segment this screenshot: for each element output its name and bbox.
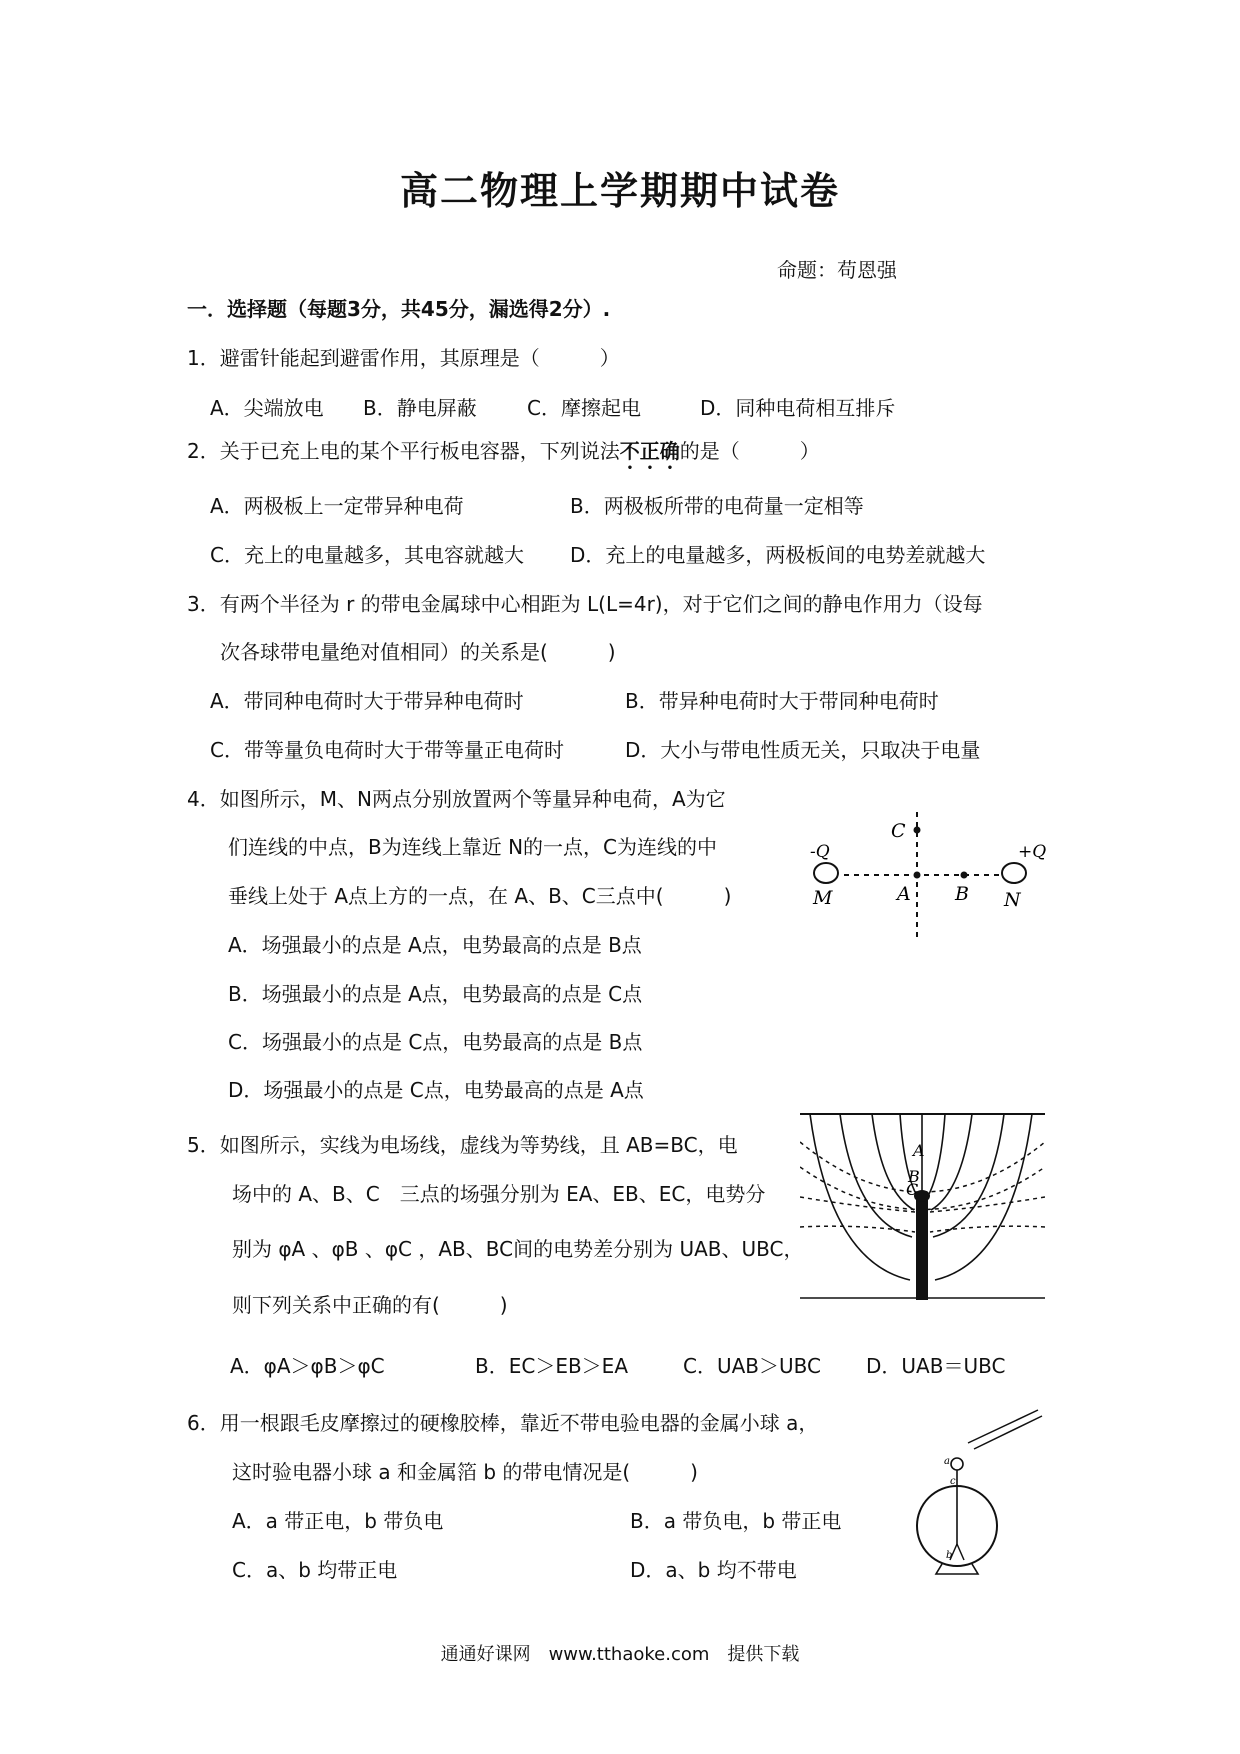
- q6-foil-right: [957, 1544, 964, 1560]
- q4-charge-m: [814, 863, 838, 883]
- q4-label-m: M: [813, 887, 833, 909]
- q5-label-c: C: [906, 1180, 919, 1199]
- q4-option-a: A．场强最小的点是 A点，电势最高的点是 B点: [228, 933, 642, 957]
- q6-label-c: c: [950, 1476, 956, 1487]
- q5-option-b: B．EC＞EB＞EA: [475, 1354, 628, 1378]
- q4-label-c: C: [891, 820, 906, 842]
- section-heading: 一．选择题（每题3分，共45分，漏选得2分）.: [187, 297, 611, 321]
- q1-option-c: C．摩擦起电: [527, 396, 641, 420]
- q4-stem-line3: 垂线上处于 A点上方的一点，在 A、B、C三点中( ): [228, 884, 732, 908]
- q1-option-b: B．静电屏蔽: [363, 396, 477, 420]
- q4-option-d: D．场强最小的点是 C点，电势最高的点是 A点: [228, 1078, 644, 1102]
- q2-stem-after: 的是（ ）: [679, 439, 820, 463]
- q1-option-a: A．尖端放电: [210, 396, 324, 420]
- q6-option-d: D．a、b 均不带电: [630, 1558, 797, 1582]
- q4-label-pos-charge: +Q: [1018, 842, 1047, 862]
- q5-stem-line1: 5．如图所示，实线为电场线，虚线为等势线，且 AB=BC，电: [187, 1133, 738, 1157]
- q6-stem-line1: 6．用一根跟毛皮摩擦过的硬橡胶棒，靠近不带电验电器的金属小球 a，: [187, 1411, 819, 1435]
- q6-stem-line2: 这时验电器小球 a 和金属箔 b 的带电情况是( ): [232, 1460, 698, 1484]
- q3-option-b: B．带异种电荷时大于带同种电荷时: [625, 689, 939, 713]
- q5-stem-line2: 场中的 A、B、C 三点的场强分别为 EA、EB、EC，电势分: [232, 1182, 766, 1206]
- q6-rubber-rod: [968, 1410, 1038, 1443]
- page-footer: 通通好课网 www.tthaoke.com 提供下载: [440, 1644, 800, 1665]
- q5-label-b: B: [908, 1167, 920, 1186]
- q4-point-b: [961, 872, 968, 879]
- q4-label-n: N: [1004, 889, 1021, 911]
- q2-option-b: B．两极板所带的电荷量一定相等: [570, 494, 864, 518]
- q4-stem-line2: 们连线的中点，B为连线上靠近 N的一点，C为连线的中: [228, 835, 718, 859]
- q6-label-a: a: [944, 1456, 950, 1467]
- q5-option-a: A．φA＞φB＞φC: [230, 1354, 385, 1378]
- q4-label-a: A: [897, 883, 911, 905]
- q4-label-neg-charge: -Q: [810, 842, 830, 862]
- q1-stem: 1．避雷针能起到避雷作用，其原理是（ ）: [187, 346, 620, 370]
- q3-option-d: D．大小与带电性质无关，只取决于电量: [625, 738, 981, 762]
- q5-label-a: A: [913, 1141, 925, 1160]
- q6-option-c: C．a、b 均带正电: [232, 1558, 398, 1582]
- q4-option-b: B．场强最小的点是 A点，电势最高的点是 C点: [228, 982, 643, 1006]
- q6-electroscope-figure: [910, 1408, 1050, 1578]
- q4-charge-figure: [800, 800, 1060, 940]
- q2-stem-emphasis: 不正确: [619, 439, 680, 463]
- page-title: 高二物理上学期期中试卷: [399, 168, 840, 213]
- q4-label-b: B: [955, 883, 969, 905]
- q6-option-a: A．a 带正电，b 带负电: [232, 1509, 444, 1533]
- q2-stem-before: 2．关于已充上电的某个平行板电容器，下列说法: [187, 439, 620, 463]
- q5-conductor-rod: [916, 1196, 928, 1300]
- q4-point-c: [914, 827, 921, 834]
- q6-label-b: b: [946, 1550, 953, 1561]
- q3-option-c: C．带等量负电荷时大于带等量正电荷时: [210, 738, 564, 762]
- q5-field-figure: [800, 1112, 1045, 1302]
- q2-option-d: D．充上的电量越多，两极板间的电势差就越大: [570, 543, 986, 567]
- author-line: 命题：苟恩强: [777, 258, 897, 282]
- q3-stem-line1: 3．有两个半径为 r 的带电金属球中心相距为 L(L=4r)，对于它们之间的静电作用力（设每: [187, 592, 983, 616]
- q4-point-a: [914, 872, 921, 879]
- q6-metal-ball: [951, 1458, 963, 1470]
- q2-option-a: A．两极板上一定带异种电荷: [210, 494, 464, 518]
- q5-stem-line3: 别为 φA 、φB 、φC ，AB、BC间的电势差分别为 UAB、UBC，: [232, 1237, 804, 1261]
- q3-option-a: A．带同种电荷时大于带异种电荷时: [210, 689, 524, 713]
- q1-option-d: D．同种电荷相互排斥: [700, 396, 896, 420]
- q4-stem-line1: 4．如图所示，M、N两点分别放置两个等量异种电荷，A为它: [187, 787, 726, 811]
- q2-stem: [187, 435, 820, 474]
- q5-option-d: D．UAB＝UBC: [866, 1354, 1006, 1378]
- q5-option-c: C．UAB＞UBC: [683, 1354, 821, 1378]
- q5-stem-line4: 则下列关系中正确的有( ): [232, 1293, 508, 1317]
- q2-option-c: C．充上的电量越多，其电容就越大: [210, 543, 524, 567]
- q3-stem-line2: 次各球带电量绝对值相同）的关系是( ): [220, 640, 616, 664]
- q6-option-b: B．a 带负电，b 带正电: [630, 1509, 842, 1533]
- q4-charge-n: [1002, 863, 1026, 883]
- q4-option-c: C．场强最小的点是 C点，电势最高的点是 B点: [228, 1030, 643, 1054]
